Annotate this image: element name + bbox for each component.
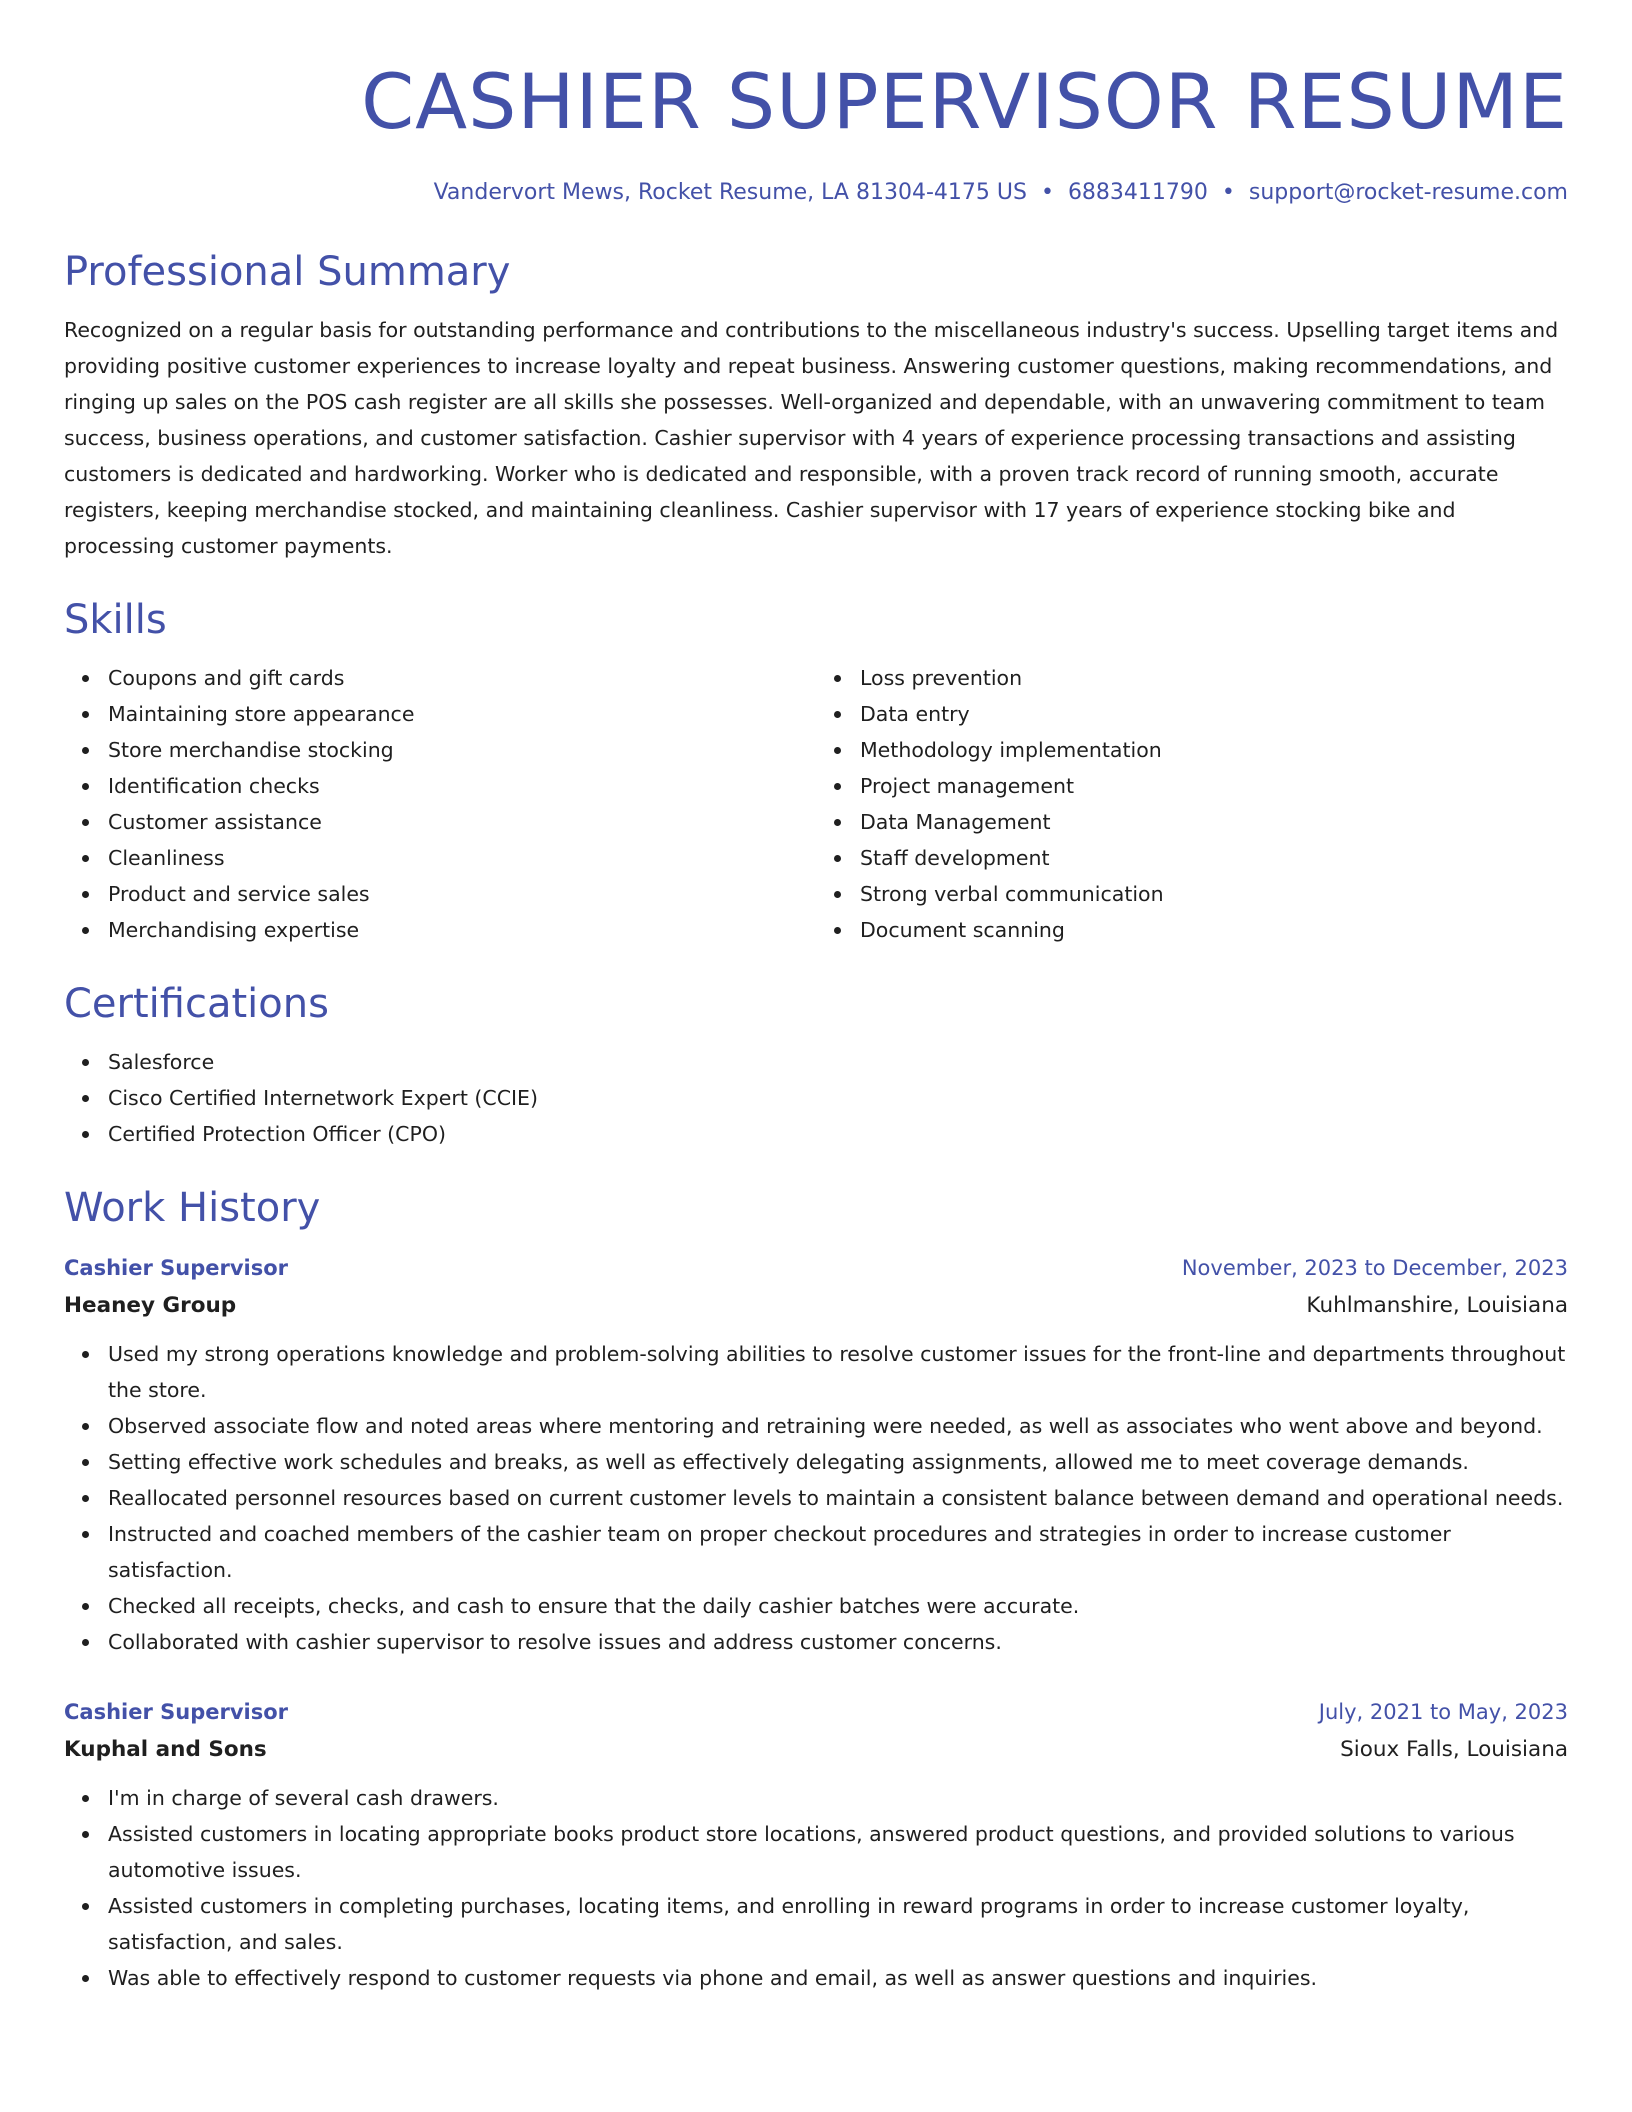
job-bullet: Collaborated with cashier supervisor to resolve issues and address customer concerns. (108, 1624, 1568, 1660)
job-bullets (64, 1780, 1568, 1996)
work-history-heading: Work History (64, 1185, 321, 1231)
job-bullet: Assisted customers in completing purchases, locating items, and enrolling in reward programs in order to increase customer loyalty, satisfaction, and sales. (108, 1888, 1568, 1960)
certifications-heading: Certifications (64, 981, 329, 1027)
job-bullet: I'm in charge of several cash drawers. (108, 1780, 1568, 1816)
contact-separator: • (1221, 180, 1235, 205)
contact-address: Vandervort Mews, Rocket Resume, LA 81304-4175 US (433, 180, 1027, 205)
skill-item: Staff development (860, 840, 1568, 876)
skill-item: Product and service sales (108, 876, 816, 912)
skills-column-right (816, 660, 1568, 948)
skill-item: Identification checks (108, 768, 816, 804)
job-entry (64, 1250, 1568, 1660)
contact-email: support@rocket-resume.com (1248, 180, 1568, 205)
work-history-section (64, 1180, 1568, 1996)
skill-item: Strong verbal communication (860, 876, 1568, 912)
contact-phone: 6883411790 (1067, 180, 1208, 205)
skill-item: Document scanning (860, 912, 1568, 948)
job-dates: July, 2021 to May, 2023 (1318, 1700, 1568, 1724)
summary-heading: Professional Summary (64, 249, 511, 295)
job-bullet: Observed associate flow and noted areas where mentoring and retraining were needed, as well as associates who went above and beyond. (108, 1408, 1568, 1444)
contact-line (64, 176, 1568, 210)
certifications-list (64, 1044, 1568, 1152)
skills-column-left (64, 660, 816, 948)
skill-item: Data entry (860, 696, 1568, 732)
job-title-row (64, 1250, 1568, 1286)
skill-item: Cleanliness (108, 840, 816, 876)
skills-grid (64, 660, 1568, 948)
certifications-section (64, 976, 1568, 1152)
job-company-row (64, 1286, 1568, 1326)
skill-item: Merchandising expertise (108, 912, 816, 948)
skills-section (64, 592, 1568, 948)
skill-item: Customer assistance (108, 804, 816, 840)
job-title-row (64, 1694, 1568, 1730)
skill-item: Coupons and gift cards (108, 660, 816, 696)
summary-section (64, 244, 1568, 564)
summary-text: Recognized on a regular basis for outstanding performance and contributions to the miscellaneous industry's success. Upselling target items and providing positive customer experiences to increase loyalty and repeat business. Answering customer questions, making recommendations, and ringing up sales on the POS cash register are all skills she possesses. Well-organized and dependable, with an unwavering commitment to team success, business operations, and customer satisfaction. Cashier supervisor with 4 years of experience processing transactions and assisting customers is dedicated and hardworking. Worker who is dedicated and responsible, with a proven track record of running smooth, accurate registers, keeping merchandise stocked, and maintaining cleanliness. Cashier supervisor with 17 years of experience stocking bike and processing customer payments. (64, 318, 1559, 558)
job-bullet: Assisted customers in locating appropriate books product store locations, answered product questions, and provided solutions to various automotive issues. (108, 1816, 1568, 1888)
job-title: Cashier Supervisor (64, 1700, 289, 1724)
resume-header (64, 52, 1568, 210)
contact-separator: • (1040, 180, 1054, 205)
job-company: Heaney Group (64, 1293, 237, 1318)
job-bullet: Reallocated personnel resources based on current customer levels to maintain a consistent balance between demand and operational needs. (108, 1480, 1568, 1516)
certification-item: Salesforce (108, 1044, 1568, 1080)
skill-item: Data Management (860, 804, 1568, 840)
skill-item: Project management (860, 768, 1568, 804)
skill-item: Methodology implementation (860, 732, 1568, 768)
skills-heading: Skills (64, 597, 167, 643)
job-bullet: Setting effective work schedules and breaks, as well as effectively delegating assignments, allowed me to meet coverage demands. (108, 1444, 1568, 1480)
skill-item: Loss prevention (860, 660, 1568, 696)
job-entry (64, 1694, 1568, 1996)
job-bullet: Checked all receipts, checks, and cash to ensure that the daily cashier batches were accurate. (108, 1588, 1568, 1624)
job-title: Cashier Supervisor (64, 1256, 289, 1280)
job-location: Kuhlmanshire, Louisiana (1306, 1293, 1568, 1318)
job-dates: November, 2023 to December, 2023 (1181, 1256, 1568, 1280)
job-bullet: Was able to effectively respond to customer requests via phone and email, as well as answer questions and inquiries. (108, 1960, 1568, 1996)
certification-item: Certified Protection Officer (CPO) (108, 1116, 1568, 1152)
job-company-row (64, 1730, 1568, 1770)
job-bullet: Instructed and coached members of the cashier team on proper checkout procedures and strategies in order to increase customer satisfaction. (108, 1516, 1568, 1588)
skill-item: Maintaining store appearance (108, 696, 816, 732)
certification-item: Cisco Certified Internetwork Expert (CCIE) (108, 1080, 1568, 1116)
job-location: Sioux Falls, Louisiana (1340, 1737, 1568, 1762)
job-company: Kuphal and Sons (64, 1737, 267, 1762)
resume-title: CASHIER SUPERVISOR RESUME (361, 57, 1568, 146)
skill-item: Store merchandise stocking (108, 732, 816, 768)
job-bullets (64, 1336, 1568, 1660)
job-bullet: Used my strong operations knowledge and problem-solving abilities to resolve customer issues for the front-line and departments throughout the store. (108, 1336, 1568, 1408)
